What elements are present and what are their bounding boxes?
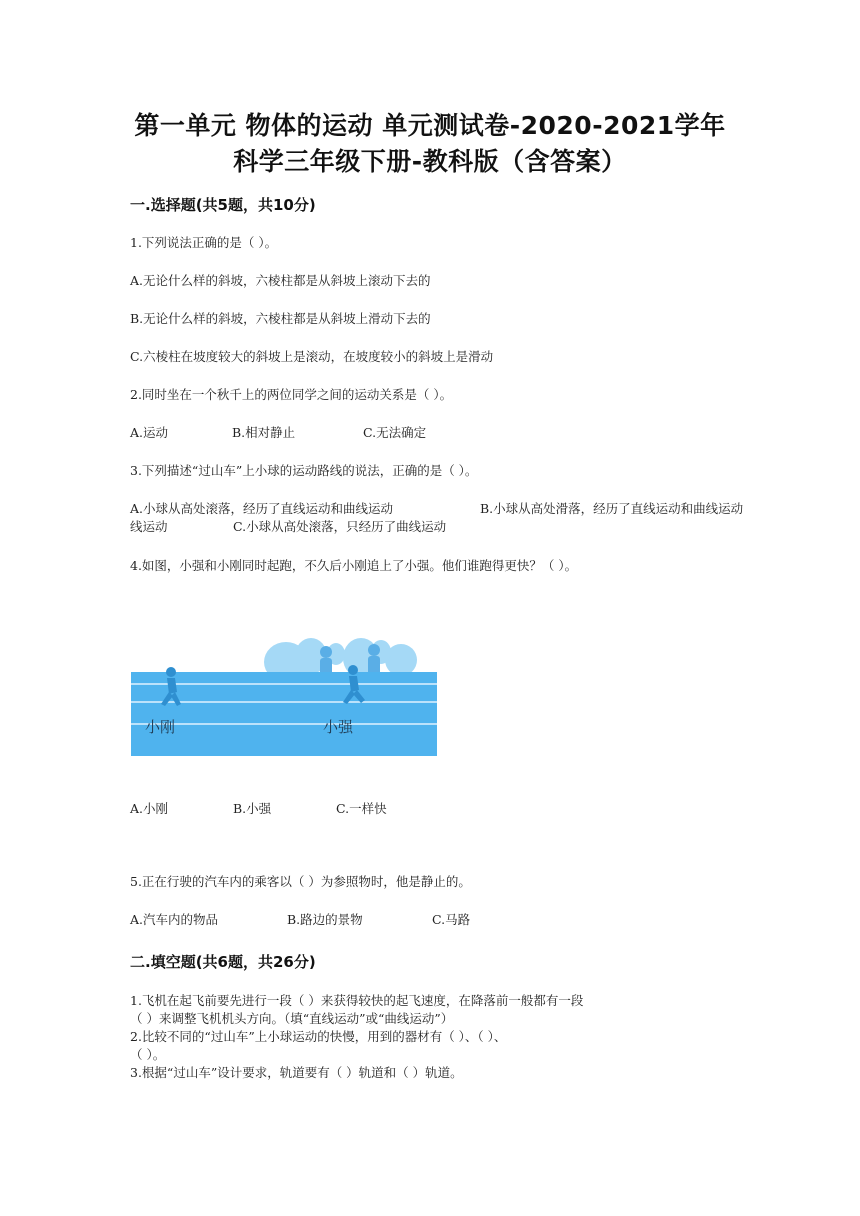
- fill-q2-line1: 2.比较不同的“过山车”上小球运动的快慢，用到的器材有（ ）、（ ）、: [130, 1029, 507, 1044]
- q2-option-a: A.运动: [130, 425, 169, 440]
- q2-option-c: C.无法确定: [363, 425, 427, 440]
- q4-options: [130, 800, 387, 818]
- fill-q3-line1: 3.根据“过山车”设计要求，轨道要有（ ）轨道和（ ）轨道。: [130, 1065, 463, 1080]
- q3-stem: 3.下列描述“过山车”上小球的运动路线的说法，正确的是（ ）。: [130, 463, 478, 478]
- fill-q1-line1: 1.飞机在起飞前要先进行一段（ ）来获得较快的起飞速度，在降落前一般都有一段: [130, 993, 584, 1008]
- fill-q2-line2: （ ）。: [130, 1047, 166, 1062]
- page-title-line1: 第一单元 物体的运动 单元测试卷-2020-2021学年: [134, 111, 726, 140]
- q1-option-a: A.无论什么样的斜坡，六棱柱都是从斜坡上滚动下去的: [130, 273, 431, 288]
- q1-stem: 1.下列说法正确的是（ ）。: [130, 235, 278, 250]
- q2-stem: 2.同时坐在一个秋千上的两位同学之间的运动关系是（ ）。: [130, 387, 453, 402]
- page-title-line2: 科学三年级下册-教科版（含答案）: [233, 147, 627, 176]
- q3-option-b: B.小球从高处滑落，经历了直线运动和曲线运动: [480, 501, 744, 516]
- q3-option-a: A.小球从高处滚落，经历了直线运动和曲线运动: [130, 501, 394, 516]
- q5-option-c: C.马路: [432, 912, 471, 927]
- q1-option-b: B.无论什么样的斜坡，六棱柱都是从斜坡上滑动下去的: [130, 311, 431, 326]
- q3-options-row1: [130, 500, 743, 518]
- q1-option-c: C.六棱柱在坡度较大的斜坡上是滚动，在坡度较小的斜坡上是滑动: [130, 349, 494, 364]
- q4-option-a: A.小刚: [130, 801, 169, 816]
- figure-label-xiaogang: 小刚: [145, 718, 176, 736]
- q2-options: [130, 424, 426, 442]
- q4-option-c: C.一样快: [336, 801, 387, 816]
- q5-option-a: A.汽车内的物品: [130, 912, 219, 927]
- figure-label-xiaoqiang: 小强: [323, 718, 354, 736]
- section-heading-fill: 二.填空题(共6题，共26分): [130, 953, 316, 971]
- q5-option-b: B.路边的景物: [287, 912, 363, 927]
- q2-option-b: B.相对静止: [232, 425, 296, 440]
- section-heading-choice: 一.选择题(共5题，共10分): [130, 196, 316, 214]
- q5-stem: 5.正在行驶的汽车内的乘客以（ ）为参照物时，他是静止的。: [130, 874, 471, 889]
- q3-options-row2: 线运动 C.小球从高处滚落，只经历了曲线运动: [130, 519, 447, 534]
- q3-option-c: C.小球从高处滚落，只经历了曲线运动: [233, 519, 447, 534]
- q4-stem: 4.如图，小强和小刚同时起跑，不久后小刚追上了小强。他们谁跑得更快？（ ）。: [130, 558, 578, 573]
- running-track-figure: [131, 612, 437, 756]
- q4-option-b: B.小强: [233, 801, 272, 816]
- q5-options: [130, 911, 470, 929]
- fill-q1-line2: （ ）来调整飞机机头方向。（填“直线运动”或“曲线运动”）: [130, 1011, 454, 1026]
